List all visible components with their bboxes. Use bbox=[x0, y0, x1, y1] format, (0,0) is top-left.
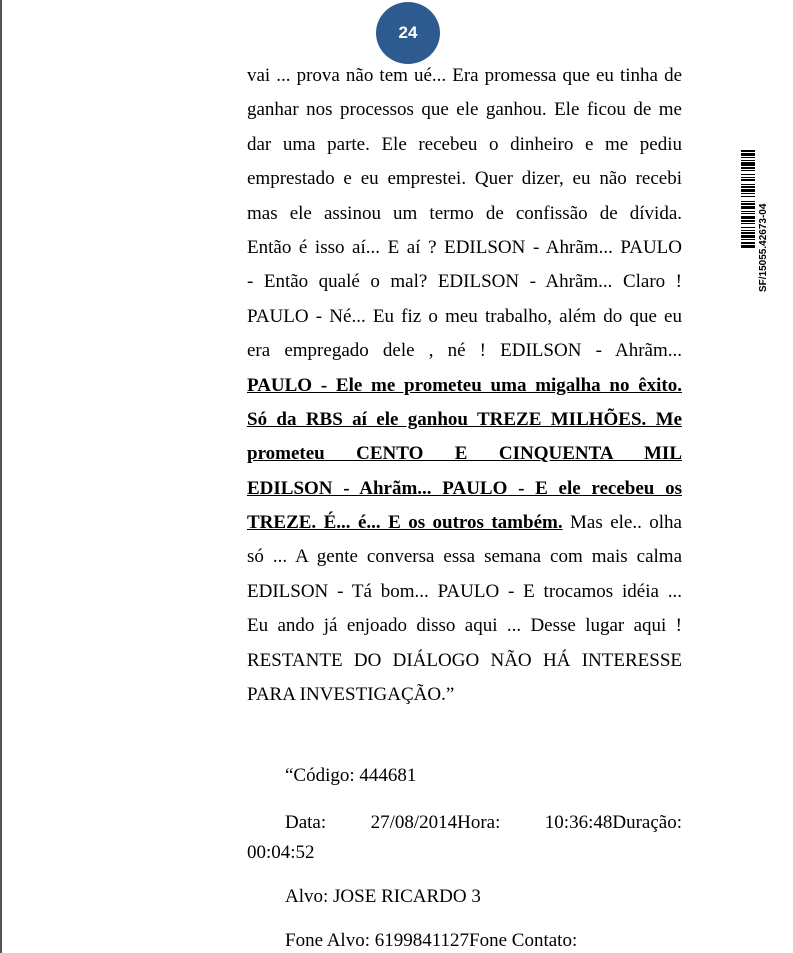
record-code-line: “Código: 444681 bbox=[285, 765, 417, 786]
text-segment: Eu ando já enjoado disso aqui ... Desse lugar aqui ! bbox=[247, 615, 682, 637]
text-segment: emprestado e eu emprestei. Quer dizer, eu não recebi bbox=[247, 168, 682, 190]
text-segment: EDILSON - Tá bom... PAULO - E trocamos idéia ... bbox=[247, 580, 682, 602]
record-target-line: Alvo: JOSE RICARDO 3 bbox=[285, 886, 481, 907]
text-segment: RESTANTE DO DIÁLOGO NÃO HÁ INTERESSE bbox=[247, 649, 682, 671]
transcript-paragraph bbox=[247, 59, 682, 712]
text-segment: dar uma parte. Ele recebeu o dinheiro e me pediu bbox=[247, 133, 682, 155]
record-code bbox=[247, 765, 682, 787]
text-segment: PARA INVESTIGAÇÃO.” bbox=[247, 684, 455, 706]
text-line bbox=[247, 265, 682, 299]
text-line bbox=[247, 197, 682, 231]
text-line bbox=[247, 575, 682, 609]
text-line bbox=[247, 300, 682, 334]
text-segment: - Então qualé o mal? EDILSON - Ahrãm... Claro ! bbox=[247, 271, 682, 293]
record-date-label: Data: bbox=[285, 812, 327, 833]
text-line bbox=[247, 59, 682, 93]
text-line bbox=[247, 678, 682, 712]
text-line bbox=[247, 403, 682, 437]
text-segment: PAULO - Né... Eu fiz o meu trabalho, além do que eu bbox=[247, 305, 682, 327]
text-segment: vai ... prova não tem ué... Era promessa que eu tinha de bbox=[247, 65, 682, 86]
text-line bbox=[247, 472, 682, 506]
text-line bbox=[247, 506, 682, 540]
page-left-border bbox=[0, 0, 2, 953]
record-phone-line: Fone Alvo: 6199841127Fone Contato: bbox=[285, 930, 578, 951]
highlighted-text: Só da RBS aí ele ganhou TREZE MILHÕES. Me bbox=[247, 408, 682, 430]
text-line bbox=[247, 93, 682, 127]
text-segment: Então é isso aí... E aí ? EDILSON - Ahrãm... PAULO bbox=[247, 236, 682, 258]
text-segment: ganhar nos processos que ele ganhou. Ele ficou de me bbox=[247, 99, 682, 121]
barcode-bar bbox=[741, 248, 755, 249]
record-target bbox=[247, 886, 682, 908]
text-line bbox=[247, 609, 682, 643]
text-line bbox=[247, 231, 682, 265]
text-line bbox=[247, 437, 682, 471]
text-line bbox=[247, 644, 682, 678]
text-segment: Mas ele.. olha bbox=[562, 512, 682, 534]
highlighted-text: prometeu CENTO E CINQUENTA MIL bbox=[247, 443, 682, 465]
page-number: 24 bbox=[398, 23, 418, 42]
text-segment: mas ele assinou um termo de confissão de dívida. bbox=[247, 202, 682, 224]
record-phone bbox=[247, 930, 682, 952]
highlighted-text: TREZE. É... é... E os outros também. bbox=[247, 512, 563, 534]
text-line bbox=[247, 540, 682, 574]
text-segment: só ... A gente conversa essa semana com mais calma bbox=[247, 546, 682, 568]
record-date-time bbox=[247, 810, 682, 870]
document-stamp-id: SF/15055.42673-04 bbox=[758, 203, 769, 292]
text-segment: era empregado dele , né ! EDILSON - Ahrãm... bbox=[247, 340, 682, 362]
text-line bbox=[247, 162, 682, 196]
barcode-stamp bbox=[741, 150, 755, 330]
highlighted-text: EDILSON - Ahrãm... PAULO - E ele recebeu os bbox=[247, 477, 682, 499]
page-number-badge bbox=[376, 2, 440, 64]
record-time-value: 10:36:48Duração: bbox=[544, 812, 682, 833]
text-line bbox=[247, 128, 682, 162]
text-line bbox=[247, 369, 682, 403]
record-duration-value: 00:04:52 bbox=[247, 842, 315, 863]
record-date-value: 27/08/2014Hora: bbox=[370, 812, 501, 833]
text-line bbox=[247, 334, 682, 368]
highlighted-text: PAULO - Ele me prometeu uma migalha no êxito. bbox=[247, 374, 682, 396]
